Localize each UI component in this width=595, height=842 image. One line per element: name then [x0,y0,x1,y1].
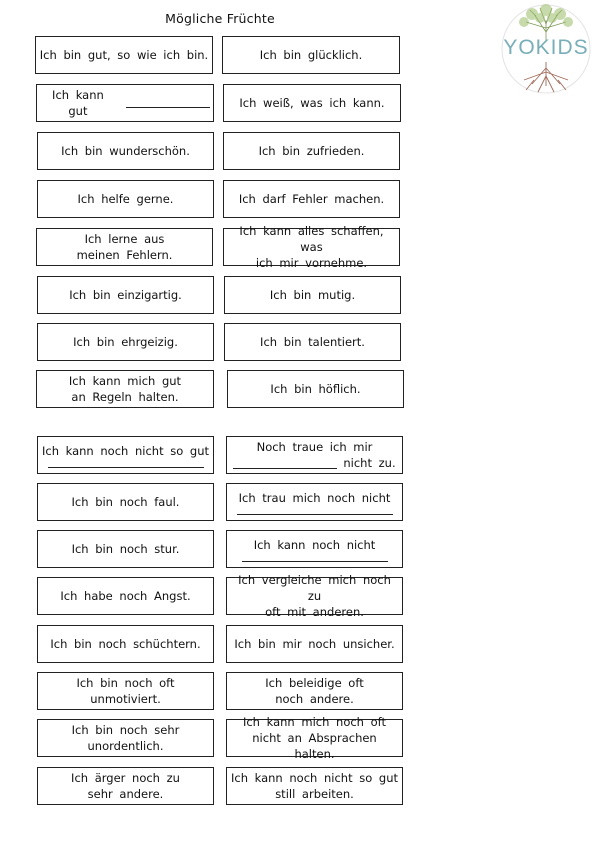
card: Ich bin zufrieden. [223,132,400,170]
card: Ich bin noch faul. [37,483,214,521]
card: Ich bin höflich. [227,370,404,408]
card: Ich vergleiche mich noch zu oft mit anderen. [226,577,403,615]
fill-in-line [242,561,388,562]
card: Ich bin mir noch unsicher. [226,625,403,663]
card: Ich kann mich noch oft nicht an Absprachen halten. [226,719,403,757]
card: Ich bin noch stur. [37,530,214,568]
card: Ich bin gut, so wie ich bin. [35,36,213,74]
card: Ich helfe gerne. [37,180,214,218]
card: Ich bin wunderschön. [37,132,214,170]
card: Ich ärger noch zu sehr andere. [37,767,214,805]
card-fill-in: Noch traue ich mir nicht zu. [226,436,403,474]
card: Ich kann alles schaffen, was ich mir vornehme. [223,228,400,266]
card: Ich bin einzigartig. [37,276,214,314]
fill-in-line [233,468,337,469]
card: Ich bin ehrgeizig. [37,323,214,361]
card: Ich lerne aus meinen Fehlern. [36,228,213,266]
fill-in-line [48,467,204,468]
card: Ich bin noch sehr unordentlich. [37,719,214,757]
yokids-logo [496,2,595,96]
card: Ich habe noch Angst. [37,577,214,615]
card: Ich bin glücklich. [222,36,400,74]
card: Ich bin noch oft unmotiviert. [37,672,214,710]
card: Ich kann mich gut an Regeln halten. [36,370,214,408]
card-fill-in: Ich kann noch nicht [226,530,403,568]
card-fill-in: Ich trau mich noch nicht [226,483,403,521]
fill-in-line [237,514,393,515]
card-fill-in: Ich kann noch nicht so gut [37,436,214,474]
card: Ich bin talentiert. [224,323,401,361]
page-title: Mögliche Früchte [165,11,275,26]
card-fill-in: Ich kann gut [36,84,214,122]
card: Ich kann noch nicht so gut still arbeiten. [226,767,403,805]
card: Ich bin mutig. [224,276,401,314]
card: Ich bin noch schüchtern. [37,625,214,663]
logo-wordmark: YOKIDS [503,36,589,59]
card: Ich beleidige oft noch andere. [226,672,403,710]
fill-in-line [126,107,210,108]
card: Ich weiß, was ich kann. [223,84,401,122]
card: Ich darf Fehler machen. [223,180,400,218]
